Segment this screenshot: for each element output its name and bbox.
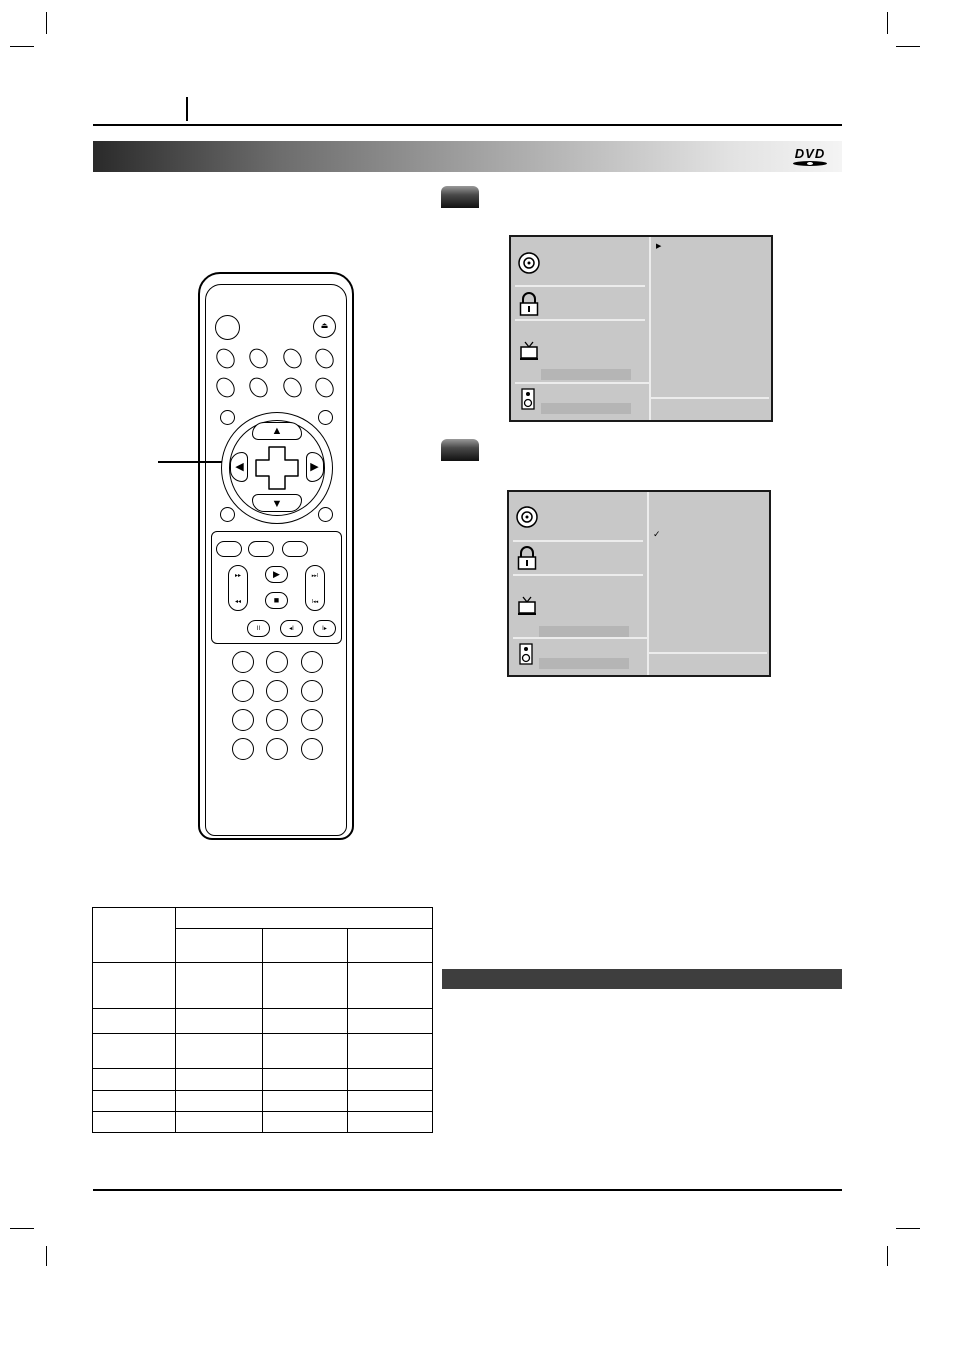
table-cell <box>176 929 263 963</box>
pause-button[interactable] <box>247 620 270 637</box>
table-cell <box>176 963 263 1009</box>
check-marker-icon: ✓ <box>653 529 661 539</box>
crop-mark <box>887 1246 888 1266</box>
osd-field <box>539 626 629 637</box>
table-cell <box>176 1111 263 1132</box>
arrow-up-icon: ▲ <box>271 425 283 437</box>
title-button[interactable] <box>318 410 333 425</box>
keypad-button[interactable] <box>266 680 288 702</box>
transport-function-button[interactable] <box>282 541 308 557</box>
osd-separator <box>513 540 643 542</box>
crop-mark <box>896 1228 920 1229</box>
table-cell <box>176 1068 263 1090</box>
table-cell <box>176 1033 263 1068</box>
crop-mark <box>10 46 34 47</box>
step-forward-icon: I▸ <box>322 626 327 632</box>
table-row <box>93 1111 433 1132</box>
table-cell <box>263 1111 348 1132</box>
step-forward-button[interactable] <box>313 620 336 637</box>
table-cell <box>93 1090 176 1111</box>
return-button[interactable] <box>318 507 333 522</box>
crop-mark <box>46 1246 47 1266</box>
table-cell <box>348 929 433 963</box>
eject-button[interactable] <box>313 315 336 338</box>
table-cell <box>263 1033 348 1068</box>
table-row <box>93 1068 433 1090</box>
osd-field <box>541 369 631 380</box>
play-button[interactable] <box>265 566 288 583</box>
crop-mark <box>887 12 888 34</box>
table-cell <box>348 963 433 1009</box>
arrow-left-icon: ◀ <box>235 461 244 473</box>
footer-rule <box>93 1189 842 1191</box>
osd-separator <box>513 574 643 576</box>
step-2-tab <box>441 439 479 461</box>
stop-icon: ■ <box>273 595 280 605</box>
skip-prev-icon: I◂◂ <box>311 599 319 605</box>
table-cell <box>93 963 176 1009</box>
table-cell <box>93 908 176 963</box>
crop-mark <box>10 1228 34 1229</box>
cursor-marker-icon: ▶ <box>656 243 662 250</box>
tv-icon <box>520 341 538 361</box>
table-cell <box>263 1090 348 1111</box>
pause-icon: II <box>256 626 261 632</box>
arrow-down-icon: ▼ <box>271 498 283 510</box>
osd-separator <box>651 397 769 399</box>
subsection-heading-bar <box>442 969 842 989</box>
osd-field <box>539 658 629 669</box>
fast-forward-icon: ▸▸ <box>234 573 242 579</box>
up-button[interactable] <box>252 422 302 440</box>
osd-separator <box>515 319 645 321</box>
lock-icon <box>519 292 539 316</box>
table-cell <box>263 1068 348 1090</box>
menu-button[interactable] <box>220 410 235 425</box>
step-back-button[interactable] <box>280 620 303 637</box>
table-cell <box>93 1068 176 1090</box>
keypad-button[interactable] <box>301 709 323 731</box>
keypad-button[interactable] <box>301 680 323 702</box>
table-row <box>93 1090 433 1111</box>
header-rule <box>93 124 842 126</box>
table-cell <box>348 1033 433 1068</box>
table-cell <box>176 1090 263 1111</box>
keypad-button[interactable] <box>232 680 254 702</box>
crop-mark <box>46 12 47 34</box>
step-1-tab <box>441 186 479 208</box>
keypad-button[interactable] <box>232 709 254 731</box>
keypad-button[interactable] <box>266 738 288 760</box>
table-cell <box>348 1009 433 1033</box>
osd-separator <box>515 382 649 384</box>
osd-divider <box>649 237 651 420</box>
disc-icon <box>516 506 538 528</box>
tv-icon <box>518 596 536 616</box>
table-cell <box>348 1068 433 1090</box>
left-button[interactable] <box>230 452 248 482</box>
crop-mark <box>896 46 920 47</box>
down-button[interactable] <box>252 494 302 512</box>
table-cell <box>263 1009 348 1033</box>
osd-separator <box>515 285 645 287</box>
power-button[interactable] <box>215 315 240 340</box>
osd-divider <box>647 492 649 675</box>
play-icon: ▶ <box>273 569 280 579</box>
table-row <box>93 908 433 929</box>
keypad-button[interactable] <box>301 738 323 760</box>
table-cell <box>348 1111 433 1132</box>
table-cell <box>263 929 348 963</box>
right-button[interactable] <box>306 452 324 482</box>
display-button[interactable] <box>220 507 235 522</box>
speaker-icon <box>521 388 535 410</box>
scan-rocker[interactable] <box>228 565 248 611</box>
spec-table <box>92 907 433 1133</box>
table-cell <box>176 1009 263 1033</box>
osd-setup-menu-2 <box>507 490 771 677</box>
osd-separator <box>649 652 767 654</box>
keypad-button[interactable] <box>232 738 254 760</box>
transport-function-button[interactable] <box>248 541 274 557</box>
keypad-button[interactable] <box>232 651 254 673</box>
table-cell <box>348 1090 433 1111</box>
table-cell <box>176 908 433 929</box>
osd-field <box>541 403 631 414</box>
table-cell <box>93 1009 176 1033</box>
disc-icon <box>518 252 540 274</box>
osd-separator <box>513 637 647 639</box>
table-cell <box>93 1111 176 1132</box>
speaker-icon <box>519 643 533 665</box>
keypad-button[interactable] <box>301 651 323 673</box>
osd-setup-menu-1 <box>509 235 773 422</box>
keypad-button[interactable] <box>266 709 288 731</box>
skip-rocker[interactable] <box>305 565 325 611</box>
table-row <box>93 1033 433 1068</box>
transport-function-button[interactable] <box>216 541 242 557</box>
dvd-logo-icon: DVD <box>790 146 830 166</box>
enter-button[interactable] <box>254 445 300 491</box>
stop-button[interactable] <box>265 592 288 609</box>
table-row <box>93 963 433 1009</box>
table-row <box>93 1009 433 1033</box>
lock-icon <box>517 546 537 570</box>
table-cell <box>263 963 348 1009</box>
eject-icon: ⏏ <box>320 321 329 330</box>
keypad-button[interactable] <box>266 651 288 673</box>
skip-next-icon: ▸▸I <box>311 573 319 579</box>
section-title-bar <box>93 141 842 172</box>
arrow-right-icon: ▶ <box>310 461 319 473</box>
header-tick <box>186 97 188 121</box>
rewind-icon: ◂◂ <box>234 599 242 605</box>
step-back-icon: ◂I <box>289 626 294 632</box>
table-cell <box>93 1033 176 1068</box>
